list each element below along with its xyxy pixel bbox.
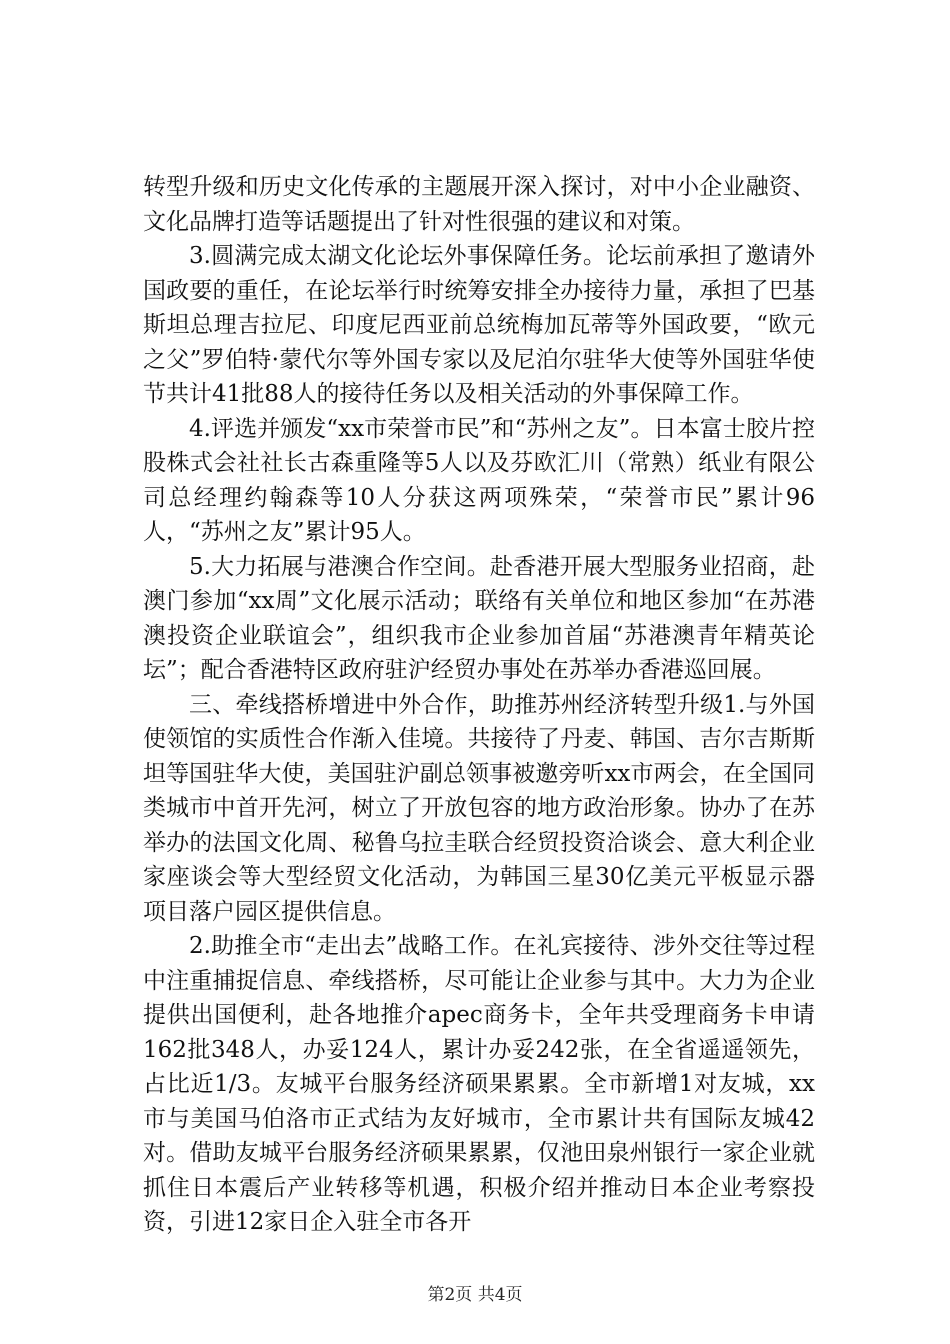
paragraph-item-5: 5.大力拓展与港澳合作空间。赴香港开展大型服务业招商，赴澳门参加“xx周”文化展示活动；联络有关单位和地区参加“在苏港澳投资企业联谊会”，组织我市企业参加首届“苏港澳青年精英论坛”；配合香港特区政府驻沪经贸办事处在苏举办香港巡回展。 [143,553,815,683]
paragraph-item-2: 2.助推全市“走出去”战略工作。在礼宾接待、涉外交往等过程中注重捕捉信息、牵线搭桥，尽可能让企业参与其中。大力为企业提供出国便利，赴各地推介apec商务卡，全年共受理商务卡申请162批348人，办妥124人，累计办妥242张，在全省遥遥领先，占比近1/3。友城平台服务经济硕果累累。全市新增1对友城，xx市与美国马伯洛市正式结为友好城市，全市累计共有国际友城42对。借助友城平台服务经济硕果累累，仅池田泉州银行一家企业就抓住日本震后产业转移等机遇，积极介绍并推动日本企业考察投资，引进12家日企入驻全市各开 [143,933,815,1235]
paragraph-item-3: 3.圆满完成太湖文化论坛外事保障任务。论坛前承担了邀请外国政要的重任，在论坛举行时统筹安排全办接待力量，承担了巴基斯坦总理吉拉尼、印度尼西亚前总统梅加瓦蒂等外国政要，“欧元之父”罗伯特·蒙代尔等外国专家以及尼泊尔驻华大使等外国驻华使节共计41批88人的接待任务以及相关活动的外事保障工作。 [143,243,815,407]
paragraph-continuation: 转型升级和历史文化传承的主题展开深入探讨，对中小企业融资、文化品牌打造等话题提出了针对性很强的建议和对策。 [143,174,815,235]
page-footer: 第2页 共4页 [427,1285,523,1305]
paragraph-item-4: 4.评选并颁发“xx市荣誉市民”和“苏州之友”。日本富士胶片控股株式会社社长古森重隆等5人以及芬欧汇川（常熟）纸业有限公司总经理约翰森等10人分获这两项殊荣，“荣誉市民”累计96人，“苏州之友”累计95人。 [143,415,815,545]
paragraph-section-3: 三、牵线搭桥增进中外合作，助推苏州经济转型升级1.与外国使领馆的实质性合作渐入佳境。共接待了丹麦、韩国、吉尔吉斯斯坦等国驻华大使，美国驻沪副总领事被邀旁听xx市两会，在全国同类城市中首开先河，树立了开放包容的地方政治形象。协办了在苏举办的法国文化周、秘鲁乌拉圭联合经贸投资洽谈会、意大利企业家座谈会等大型经贸文化活动，为韩国三星30亿美元平板显示器项目落户园区提供信息。 [143,691,815,925]
document-body [143,170,815,1240]
